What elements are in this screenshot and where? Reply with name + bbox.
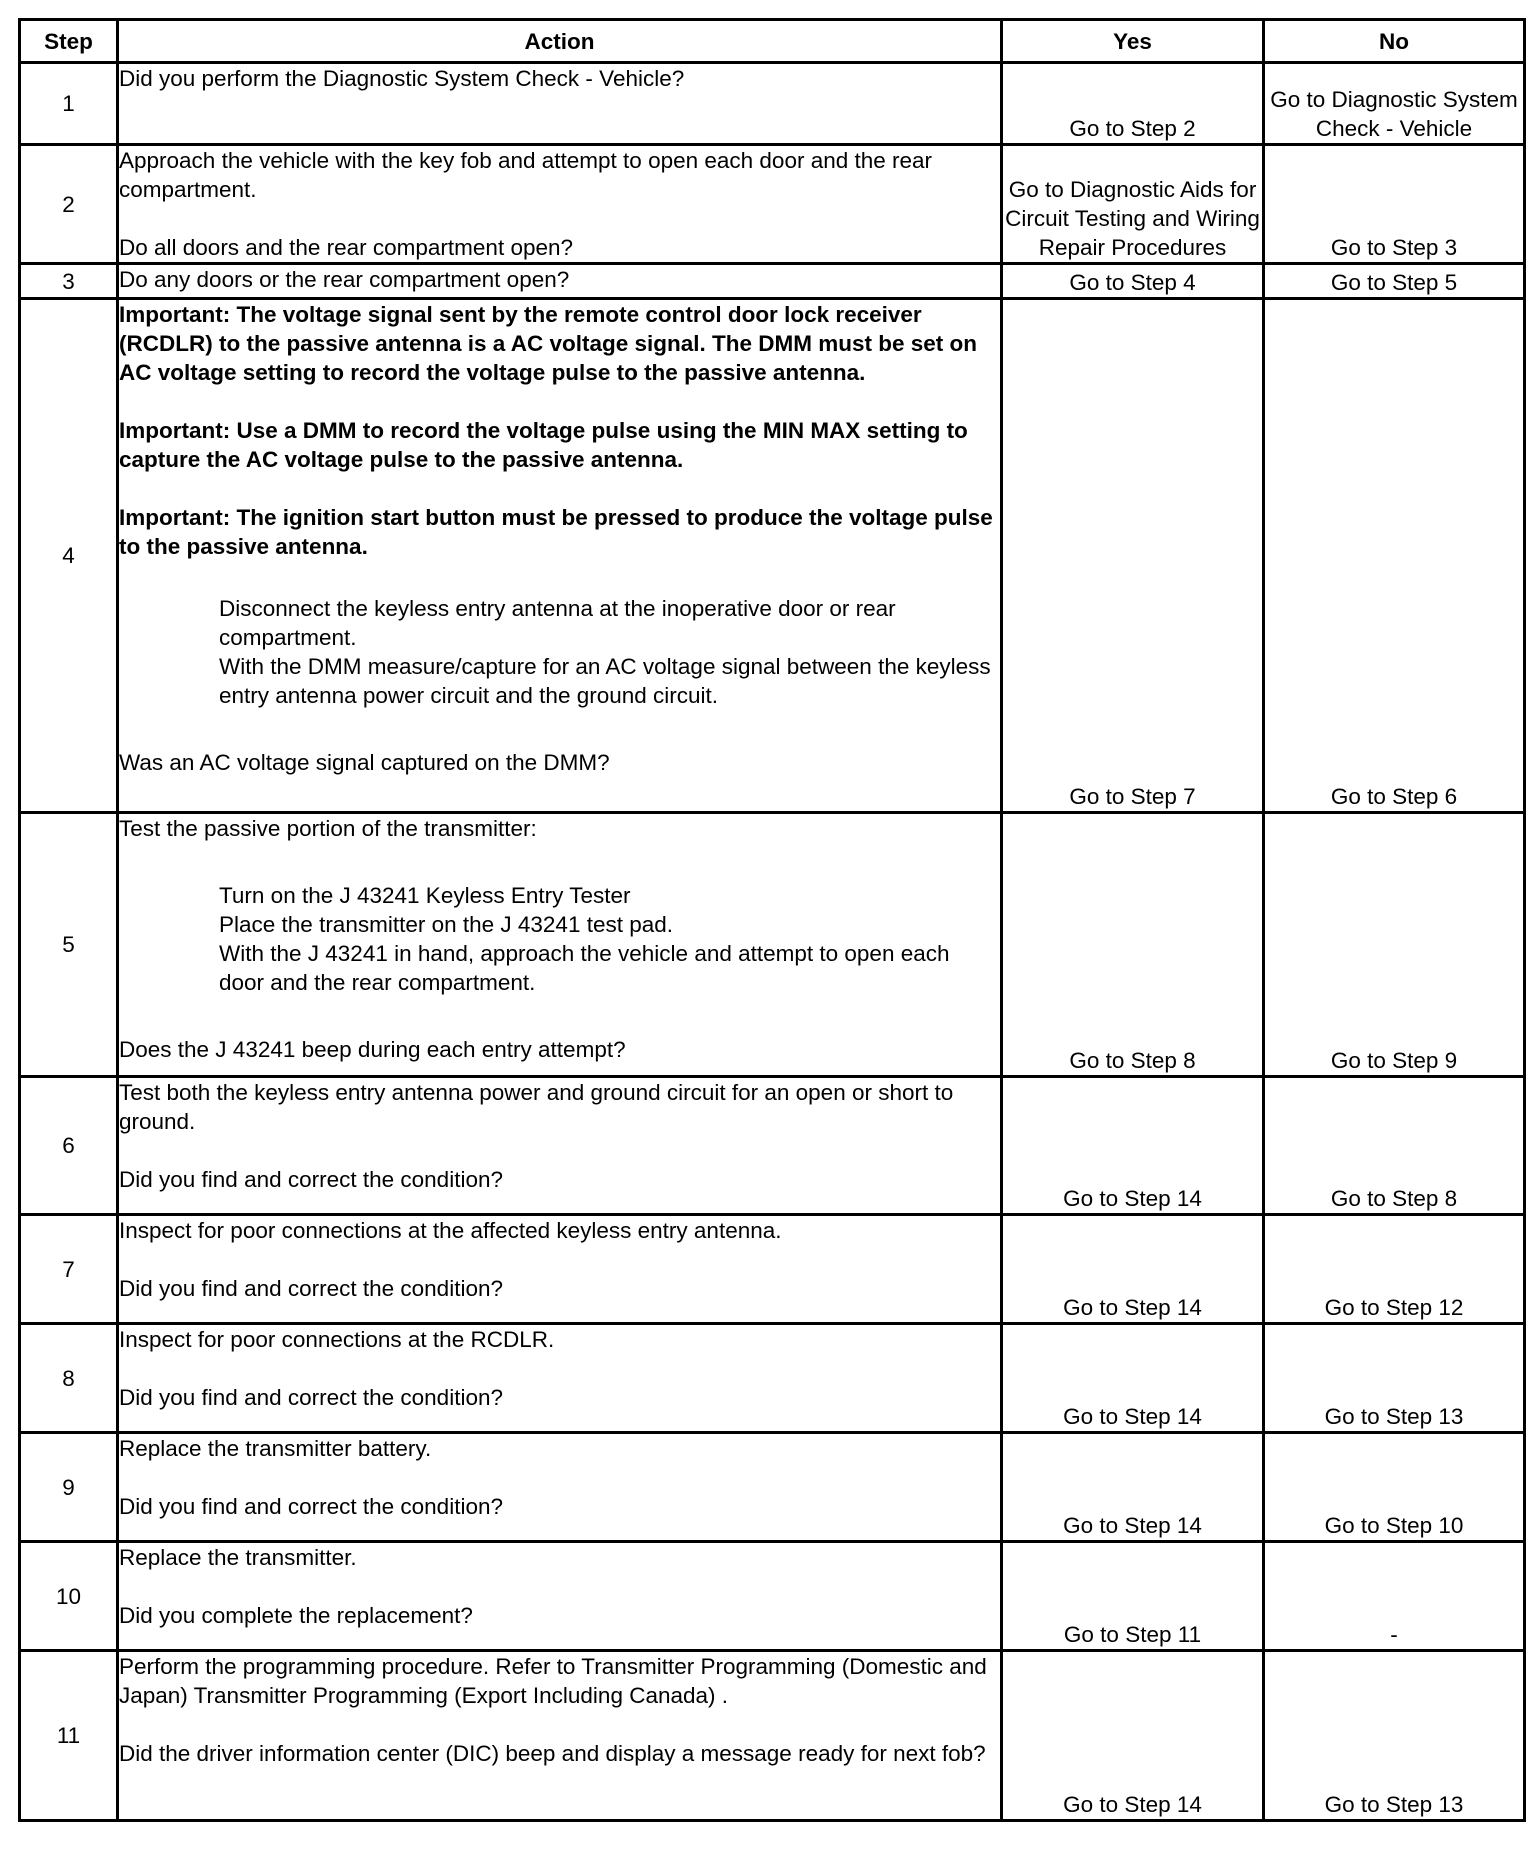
no-cell: Go to Step 13 (1264, 1651, 1525, 1821)
step-number: 10 (20, 1542, 118, 1651)
no-cell: Go to Step 3 (1264, 145, 1525, 264)
no-cell: Go to Step 12 (1264, 1215, 1525, 1324)
action-question: Did you complete the replacement? (119, 1603, 473, 1628)
no-cell: Go to Step 10 (1264, 1433, 1525, 1542)
step-number: 4 (20, 299, 118, 813)
action-text: Did you perform the Diagnostic System Check - Vehicle? (119, 66, 685, 91)
action-question: Do all doors and the rear compartment open? (119, 235, 574, 260)
yes-cell: Go to Diagnostic Aids for Circuit Testing and Wiring Repair Procedures (1002, 145, 1264, 264)
yes-cell: Go to Step 7 (1002, 299, 1264, 813)
action-cell (118, 299, 1002, 813)
sub-step-1: Disconnect the keyless entry antenna at the inoperative door or rear compartment. (219, 596, 902, 650)
action-question: Do any doors or the rear compartment open? (119, 267, 570, 292)
step-number: 2 (20, 145, 118, 264)
table-row-step-9 (20, 1433, 1525, 1542)
table-row-step-1 (20, 63, 1525, 145)
important-note-3: Important: The ignition start button must be pressed to produce the voltage pulse to the passive antenna. (119, 505, 1000, 559)
step-number: 3 (20, 264, 118, 299)
action-text: Inspect for poor connections at the RCDLR. (119, 1327, 555, 1352)
action-cell (118, 1542, 1002, 1651)
yes-cell: Go to Step 8 (1002, 813, 1264, 1077)
action-question: Was an AC voltage signal captured on the DMM? (119, 750, 610, 775)
action-cell (118, 1077, 1002, 1215)
sub-step-3: With the J 43241 in hand, approach the vehicle and attempt to open each door and the rear compartment. (219, 941, 956, 995)
step-number: 6 (20, 1077, 118, 1215)
action-cell (118, 264, 1002, 299)
sub-step-1: Turn on the J 43241 Keyless Entry Tester (219, 883, 631, 908)
action-text: Test the passive portion of the transmitter: (119, 816, 537, 841)
yes-cell: Go to Step 14 (1002, 1433, 1264, 1542)
action-cell (118, 1433, 1002, 1542)
yes-cell: Go to Step 14 (1002, 1077, 1264, 1215)
yes-cell: Go to Step 11 (1002, 1542, 1264, 1651)
step-number: 11 (20, 1651, 118, 1821)
no-cell: Go to Step 13 (1264, 1324, 1525, 1433)
action-cell (118, 813, 1002, 1077)
step-number: 8 (20, 1324, 118, 1433)
diagnostic-table (18, 18, 1526, 1822)
yes-cell: Go to Step 2 (1002, 63, 1264, 145)
action-text: Replace the transmitter. (119, 1545, 357, 1570)
header-action: Action (118, 20, 1002, 63)
yes-cell: Go to Step 14 (1002, 1215, 1264, 1324)
action-question: Did the driver information center (DIC) beep and display a message ready for next fob? (119, 1741, 986, 1766)
table-row-step-3 (20, 264, 1525, 299)
table-row-step-10 (20, 1542, 1525, 1651)
no-cell: Go to Step 8 (1264, 1077, 1525, 1215)
no-cell: Go to Step 6 (1264, 299, 1525, 813)
table-row-step-4 (20, 299, 1525, 813)
header-yes: Yes (1002, 20, 1264, 63)
yes-cell: Go to Step 4 (1002, 264, 1264, 299)
no-cell: Go to Diagnostic System Check - Vehicle (1264, 63, 1525, 145)
action-cell (118, 63, 1002, 145)
header-row (20, 20, 1525, 63)
action-question: Did you find and correct the condition? (119, 1385, 503, 1410)
action-text: Inspect for poor connections at the affected keyless entry antenna. (119, 1218, 782, 1243)
action-question: Did you find and correct the condition? (119, 1167, 503, 1192)
no-cell: - (1264, 1542, 1525, 1651)
step-number: 9 (20, 1433, 118, 1542)
yes-cell: Go to Step 14 (1002, 1324, 1264, 1433)
action-question: Did you find and correct the condition? (119, 1276, 503, 1301)
table-row-step-6 (20, 1077, 1525, 1215)
important-note-1: Important: The voltage signal sent by the remote control door lock receiver (RCDLR) to the passive antenna is a AC voltage signal. The DMM must be set on AC voltage setting to record the voltage pulse to the passive antenna. (119, 302, 983, 385)
table-row-step-11 (20, 1651, 1525, 1821)
header-step: Step (20, 20, 118, 63)
important-note-2: Important: Use a DMM to record the voltage pulse using the MIN MAX setting to capture the AC voltage pulse to the passive antenna. (119, 418, 975, 472)
table-row-step-2 (20, 145, 1525, 264)
table-row-step-8 (20, 1324, 1525, 1433)
action-text: Test both the keyless entry antenna power and ground circuit for an open or short to ground. (119, 1080, 960, 1134)
action-question: Did you find and correct the condition? (119, 1494, 503, 1519)
no-cell: Go to Step 5 (1264, 264, 1525, 299)
table-row-step-5 (20, 813, 1525, 1077)
action-cell (118, 1215, 1002, 1324)
table-row-step-7 (20, 1215, 1525, 1324)
header-no: No (1264, 20, 1525, 63)
yes-cell: Go to Step 14 (1002, 1651, 1264, 1821)
action-text: Replace the transmitter battery. (119, 1436, 432, 1461)
sub-step-2: With the DMM measure/capture for an AC voltage signal between the keyless entry antenna power circuit and the ground circuit. (219, 654, 997, 708)
action-text: Approach the vehicle with the key fob and attempt to open each door and the rear compartment. (119, 148, 939, 202)
no-cell: Go to Step 9 (1264, 813, 1525, 1077)
action-cell (118, 1651, 1002, 1821)
action-cell (118, 1324, 1002, 1433)
sub-step-2: Place the transmitter on the J 43241 test pad. (219, 912, 674, 937)
action-text: Perform the programming procedure. Refer to Transmitter Programming (Domestic and Japan) Transmitter Programming (Export Including Canada) . (119, 1654, 994, 1708)
action-cell (118, 145, 1002, 264)
step-number: 1 (20, 63, 118, 145)
step-number: 5 (20, 813, 118, 1077)
step-number: 7 (20, 1215, 118, 1324)
action-question: Does the J 43241 beep during each entry attempt? (119, 1037, 626, 1062)
